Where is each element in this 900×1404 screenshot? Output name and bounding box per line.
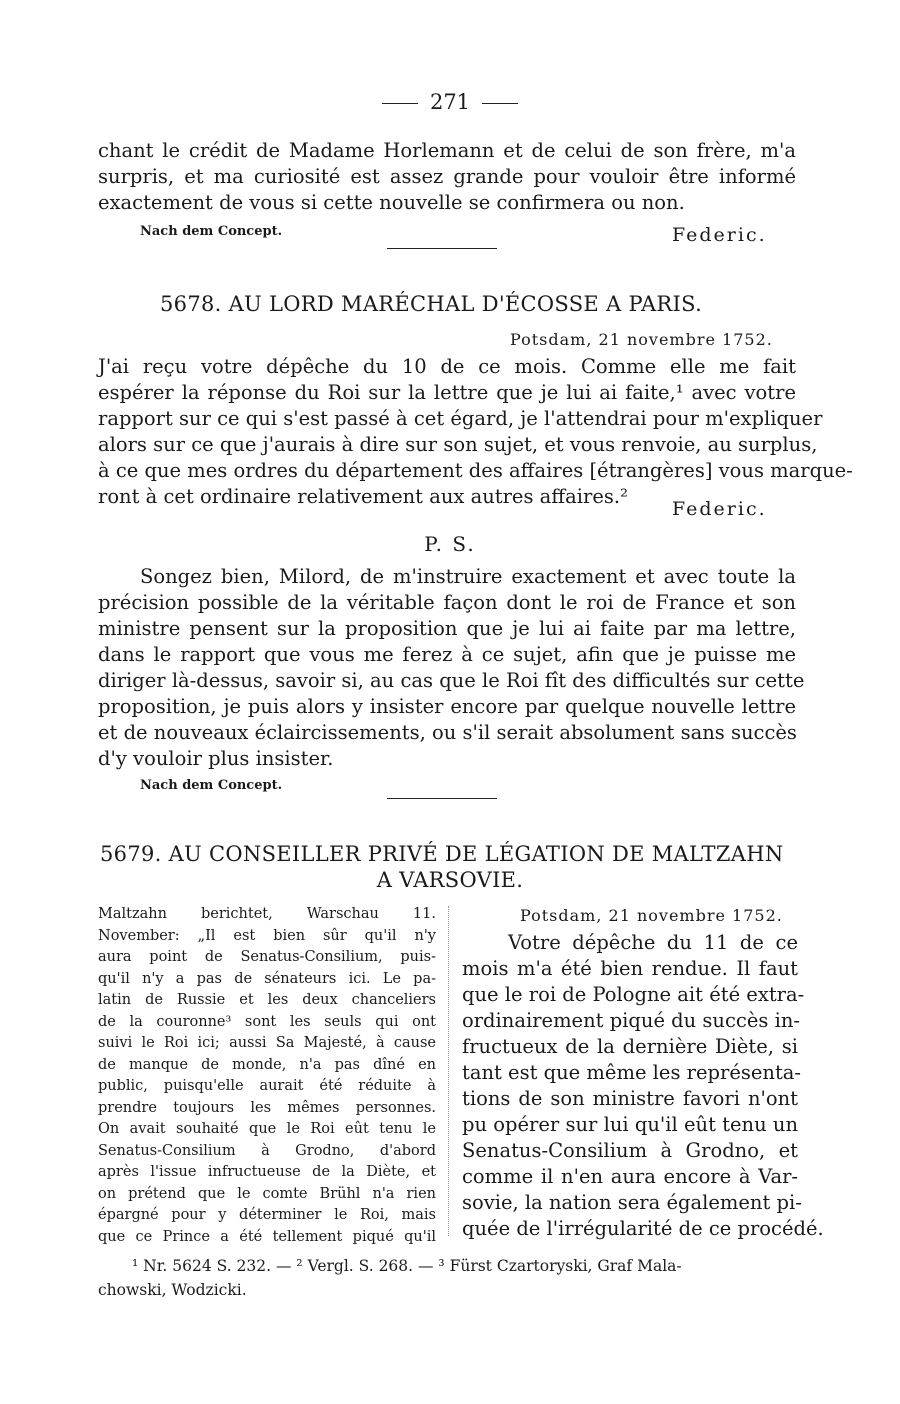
postscript-line: Songez bien, Milord, de m'instruire exactement et avec toute la — [140, 565, 796, 588]
footnote-line: ¹ Nr. 5624 S. 232. — ² Vergl. S. 268. — ³ Fürst Czartoryski, Graf Mala- — [132, 1257, 682, 1275]
letter-line: Senatus-Consilium à Grodno, et — [462, 1139, 798, 1162]
section-rule — [387, 248, 497, 249]
letter-line: que le roi de Pologne ait été extra- — [462, 983, 805, 1006]
summary-line: après l'issue infructueuse de la Diète, et — [98, 1164, 436, 1180]
column-divider — [448, 906, 449, 1236]
header-dash-right — [482, 103, 518, 104]
summary-line: prendre toujours les mêmes personnes. — [98, 1099, 436, 1116]
summary-line: de manque de monde, n'a pas dîné en — [98, 1056, 436, 1073]
postscript-line: d'y vouloir plus insister. — [98, 747, 334, 770]
dateline: Potsdam, 21 novembre 1752. — [510, 330, 773, 349]
summary-line: de la couronne³ sont les seuls qui ont — [98, 1013, 436, 1030]
page-header — [0, 90, 900, 114]
postscript-line: proposition, je puis alors y insister encore par quelque nouvelle lettre — [98, 695, 796, 718]
letter-line: mois m'a été bien rendue. Il faut — [462, 957, 798, 980]
summary-column — [98, 904, 436, 1248]
letter-line: alors sur ce que j'aurais à dire sur son sujet, et vous renvoie, au surplus, — [98, 433, 818, 456]
summary-line: public, puisqu'elle aurait été réduite à — [98, 1078, 436, 1094]
letter-column — [462, 930, 824, 1242]
letter-line: ordinairement piqué du succès in- — [462, 1009, 800, 1032]
summary-line: aura point de Senatus-Consilium, puis- — [98, 949, 436, 965]
letter-line: comme il n'en aura encore à Var- — [462, 1165, 798, 1188]
letter-line: fructueux de la dernière Diète, si — [462, 1035, 798, 1058]
letter-line: Votre dépêche du 11 de ce — [508, 931, 798, 954]
summary-line: on prétend que le comte Brühl n'a rien — [98, 1185, 436, 1202]
letter-line: espérer la réponse du Roi sur la lettre que je lui ai faite,¹ avec votre — [98, 381, 796, 404]
letter-heading: 5679. AU CONSEILLER PRIVÉ DE LÉGATION DE MALTZAHN — [100, 842, 784, 866]
summary-line: On avait souhaité que le Roi eût tenu le — [98, 1121, 436, 1137]
intro-line: chant le crédit de Madame Horlemann et de celui de son frère, m'a — [98, 139, 796, 162]
letter-line: ront à cet ordinaire relativement aux autres affaires.² — [98, 485, 628, 508]
summary-line: que ce Prince a été tellement piqué qu'il — [98, 1228, 436, 1245]
postscript-label: P. S. — [424, 532, 476, 556]
footnotes — [98, 1254, 798, 1302]
postscript-line: ministre pensent sur la proposition que je lui ai faite par ma lettre, — [98, 617, 796, 640]
postscript-line: dans le rapport que vous me ferez à ce sujet, afin que je puisse me — [98, 643, 796, 666]
postscript-line: précision possible de la véritable façon dont le roi de France et son — [98, 591, 796, 614]
summary-line: épargné pour y déterminer le Roi, mais — [98, 1207, 436, 1223]
summary-line: qu'il n'y a pas de sénateurs ici. Le pa- — [98, 970, 436, 987]
summary-line: Maltzahn berichtet, Warschau 11. — [98, 906, 436, 922]
page-number: 271 — [429, 90, 471, 114]
summary-line: suivi le Roi ici; aussi Sa Majesté, à cause — [98, 1035, 436, 1051]
postscript-line: diriger là-dessus, savoir si, au cas que le Roi fît des difficultés sur cette — [98, 669, 805, 692]
letter-heading: 5678. AU LORD MARÉCHAL D'ÉCOSSE A PARIS. — [160, 292, 703, 316]
section-rule — [387, 798, 497, 799]
source-note: Nach dem Concept. — [140, 778, 283, 793]
letter-heading-line2: A VARSOVIE. — [376, 868, 524, 892]
summary-line: November: „Il est bien sûr qu'il n'y — [98, 927, 436, 944]
letter-line: rapport sur ce qui s'est passé à cet égard, je l'attendrai pour m'expliquer — [98, 407, 823, 430]
letter-line: sovie, la nation sera également pi- — [462, 1191, 802, 1214]
intro-line: exactement de vous si cette nouvelle se confirmera ou non. — [98, 191, 685, 214]
letter-line: tant est que même les représenta- — [462, 1061, 802, 1084]
signature: Federic. — [672, 498, 767, 520]
letter-line: J'ai reçu votre dépêche du 10 de ce mois. Comme elle me fait — [98, 355, 796, 378]
postscript-line: et de nouveaux éclaircissements, ou s'il serait absolument sans succès — [98, 721, 797, 744]
summary-line: latin de Russie et les deux chanceliers — [98, 992, 436, 1008]
signature: Federic. — [672, 224, 767, 246]
letter-line: à ce que mes ordres du département des affaires [étrangères] vous marque- — [98, 459, 853, 482]
header-dash-left — [382, 103, 418, 104]
letter-line: quée de l'irrégularité de ce procédé. — [462, 1217, 824, 1240]
letter-line: tions de son ministre favori n'ont — [462, 1087, 798, 1110]
source-note: Nach dem Concept. — [140, 224, 283, 239]
dateline: Potsdam, 21 novembre 1752. — [520, 906, 783, 925]
footnote-line: chowski, Wodzicki. — [98, 1281, 247, 1299]
summary-line: Senatus-Consilium à Grodno, d'abord — [98, 1142, 436, 1159]
letter-line: pu opérer sur lui qu'il eût tenu un — [462, 1113, 798, 1136]
intro-line: surpris, et ma curiosité est assez grande pour vouloir être informé — [98, 165, 796, 188]
